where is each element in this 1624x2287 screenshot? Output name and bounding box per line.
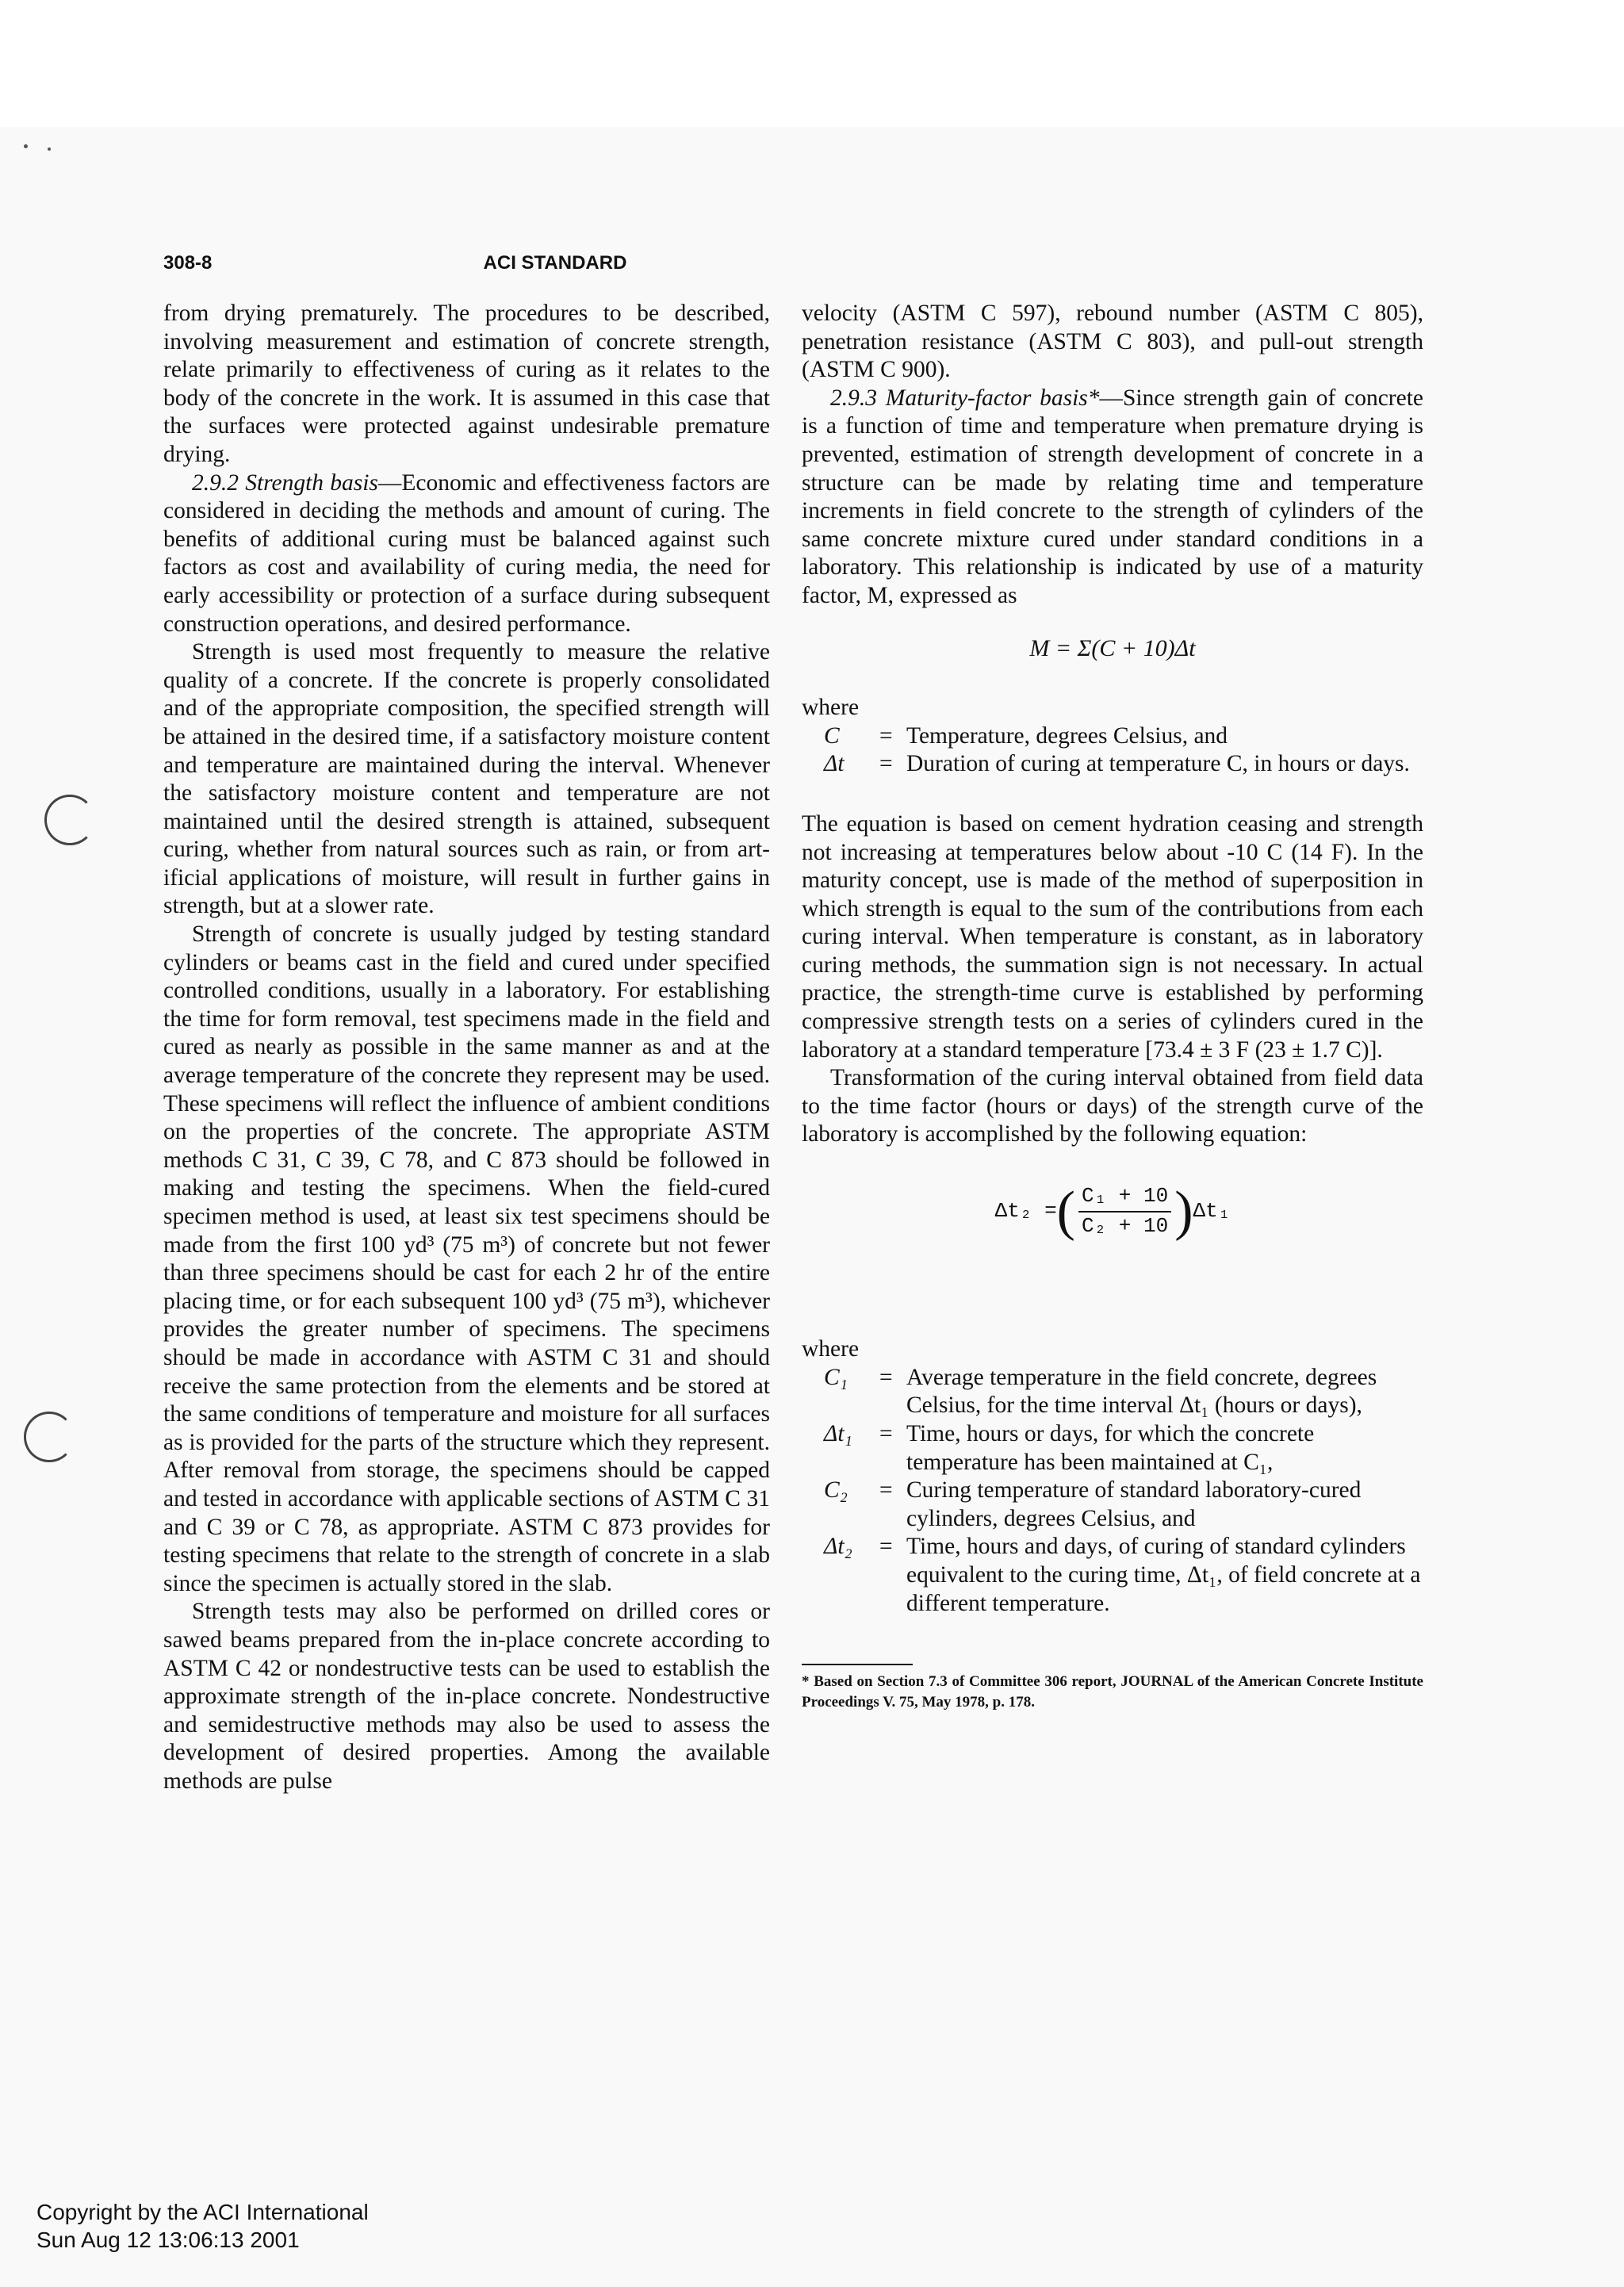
paragraph: Strength is used most frequently to measure the relative quality of a concrete. If the concrete is properly consolidated and of the appropriate composition, the specified strength will be attained in the desired time, if a satisfactory moisture content and temperature are maintained during the interval. Whenever the satisfactory moisture content and temperature are not maintained until the desired strength is attained, subsequent curing, whether from natural sources such as rain, or from artificial applications of moisture, will result in further gains in strength, but at a slower rate.: [163, 639, 770, 919]
page-number: 308-8: [163, 252, 213, 274]
definitions-list: [824, 722, 1410, 779]
definition-equals: =: [879, 1364, 893, 1390]
running-title: ACI STANDARD: [483, 252, 627, 274]
equation-lhs: Δt₂ =: [994, 1198, 1057, 1223]
paragraph: Strength of concrete is usually judged by testing standard cylinders or beams cast in the field and cured under specified controlled conditions, usually in a laboratory. For establishing the time for form removal, test specimens made in the field and cured as nearly as possible in the same manner as and at the average temperature of the concrete they represent may be used. These specimens will reflect the influence of ambient conditions on the properties of the concrete. The appropriate ASTM methods C 31, C 39, C 78, and C 873 should be followed in making and testing the specimens. When the field-cured specimen method is used, at least six test specimens should be made from the first 100 yd³ (75 m³) of concrete but not fewer than three specimens should be cast for each 2 hr of the entire placing time, or for each subsequent 100 yd³ (75 m³), whichever provides the greater number of specimens. The specimens should be made in accordance with ASTM C 31 and should receive the same protection from the elements and be stored at the same conditions of temperature and moisture for all surfaces as is provided for the parts of the structure which they represent. After removal from storage, the specimens should be capped and tested in accordance with applicable sections of ASTM C 31 and C 39 or C 78, as appropriate. ASTM C 873 provides for testing specimens that relate to the strength of concrete in a slab since the specimen is actually stored in the slab.: [163, 921, 770, 1596]
definition-text: Time, hours and days, of curing of standard cylinders equivalent to the curing time, Δt₁, of field concrete at a different temperature.: [906, 1534, 1421, 1616]
definition-row: [824, 1477, 1423, 1533]
definitions-list: [824, 1364, 1423, 1618]
definition-symbol: Δt: [824, 751, 845, 777]
definition-symbol: C₁: [824, 1364, 848, 1390]
definition-row: [824, 1420, 1423, 1477]
equation-rhs: Δt₁: [1193, 1198, 1231, 1223]
punch-hole-mark: [24, 1412, 75, 1462]
section-title: Maturity-factor basis*: [885, 385, 1100, 411]
copyright-line: Copyright by the ACI International: [36, 2200, 369, 2224]
copyright-notice: [36, 2198, 369, 2254]
left-paren: (: [1056, 1180, 1075, 1242]
footnote-rule: [802, 1664, 913, 1665]
definition-text: Duration of curing at temperature C, in hours or days.: [906, 751, 1410, 777]
where-label: where: [802, 1336, 860, 1362]
section-2-9-3: [802, 385, 1423, 611]
definition-row: [824, 750, 1410, 779]
section-number: 2.9.2: [192, 469, 239, 496]
section-text: —Since strength gain of concrete is a function of time and temperature when premature drying is prevented, estimation of strength development of concrete in a structure can be made by relating time and temperature increments in field concrete to the strength of cylinders of the same concrete mixture cured under standard conditions in a laboratory. This relationship is indicated by use of a maturity factor, M, expressed as: [802, 385, 1423, 608]
definition-row: [824, 722, 1410, 751]
scan-speck: [24, 144, 28, 148]
where-label: where: [802, 695, 860, 721]
section-title: Strength basis: [245, 469, 378, 496]
punch-hole-mark: [44, 795, 95, 845]
section-text: —Economic and effectiveness factors are considered in deciding the methods and amount of curing. The benefits of additional curing must be balanced against such factors as cost and availability of curing media, the need for early accessibility or protection of a surface during subsequent construction operations, and desired performance.: [163, 469, 771, 637]
definition-text: Time, hours or days, for which the concrete temperature has been maintained at C₁,: [906, 1421, 1315, 1475]
definition-equals: =: [879, 1534, 893, 1560]
definition-text: Curing temperature of standard laboratory-cured cylinders, degrees Celsius, and: [906, 1477, 1362, 1531]
definition-symbol: Δt₂: [824, 1534, 852, 1560]
definition-symbol: C₂: [824, 1477, 848, 1504]
section-number: 2.9.3: [830, 385, 877, 411]
definition-symbol: Δt₁: [824, 1421, 852, 1446]
section-2-9-2: [163, 469, 770, 639]
right-column: [802, 300, 1423, 1713]
definition-equals: =: [879, 1477, 893, 1504]
fraction-denominator: C₂ + 10: [1081, 1213, 1169, 1238]
definition-row: [824, 1533, 1423, 1618]
definition-equals: =: [879, 751, 893, 777]
left-column: [163, 300, 770, 1795]
definition-equals: =: [879, 722, 893, 749]
paragraph: The equation is based on cement hydration ceasing and strength not increasing at temperatures below about -10 C (14 F). In the maturity concept, use is made of the method of superposition in which strength is equal to the sum of the contributions from each curing interval. When temperature is constant, as in laboratory curing methods, the summation sign is not necessary. In actual practice, the strength-time curve is established by performing compressive strength tests on a series of cylinders cured in the laboratory at a standard temperature [73.4 ± 3 F (23 ± 1.7 C)].: [802, 810, 1423, 1063]
right-paren: ): [1174, 1180, 1193, 1242]
footnote: * Based on Section 7.3 of Committee 306 report, JOURNAL of the American Concrete Institute Proceedings V. 75, May 1978, p. 178.: [802, 1673, 1423, 1711]
paragraph: Transformation of the curing interval obtained from field data to the time factor (hours or days) of the strength curve of the laboratory is accomplished by the following equation:: [802, 1065, 1423, 1147]
transformation-equation: [802, 1182, 1423, 1240]
copyright-timestamp: Sun Aug 12 13:06:13 2001: [36, 2228, 300, 2252]
definition-text: Average temperature in the field concrete, degrees Celsius, for the time interval Δt₁ (hours or days),: [906, 1364, 1377, 1419]
paragraph: Strength tests may also be performed on drilled cores or sawed beams prepared from the in-place concrete according to ASTM C 42 or nondestructive tests can be used to establish the approximate strength of the in-place concrete. Nondestructive and semidestructive methods may also be used to assess the development of desired properties. Among the available methods are pulse: [163, 1599, 770, 1794]
equation-fraction: [1078, 1182, 1171, 1240]
definition-text: Temperature, degrees Celsius, and: [906, 722, 1228, 749]
definition-symbol: C: [824, 722, 840, 749]
paragraph: velocity (ASTM C 597), rebound number (ASTM C 805), penetration resistance (ASTM C 803), and pull-out strength (ASTM C 900).: [802, 301, 1423, 383]
definition-equals: =: [879, 1421, 893, 1446]
maturity-equation: M = Σ(C + 10)Δt: [1029, 634, 1196, 661]
definition-row: [824, 1364, 1423, 1420]
paragraph: from drying prematurely. The procedures to be described, involving measurement and estimation of concrete strength, relate primarily to effectiveness of curing as it relates to the body of the concrete in the work. It is assumed in this case that the surfaces were protected against undesirable premature drying.: [163, 301, 770, 467]
scan-speck: [48, 147, 51, 151]
fraction-numerator: C₁ + 10: [1078, 1182, 1171, 1212]
